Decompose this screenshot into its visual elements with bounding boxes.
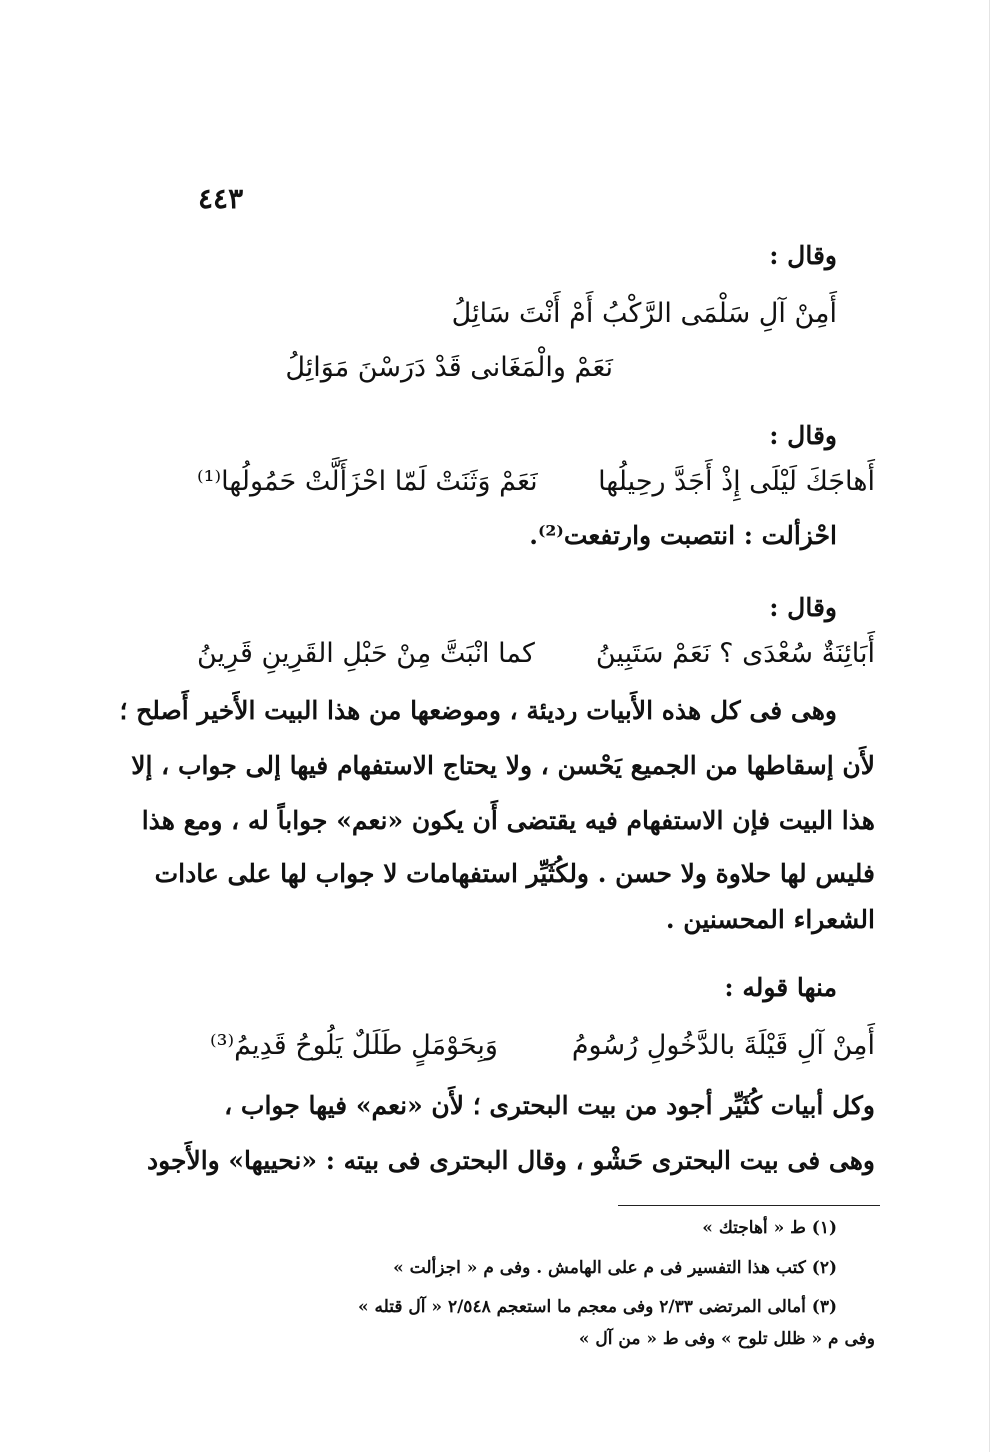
- section2-intro: وقال :: [769, 421, 837, 450]
- section4-prose-line1: وكل أبيات كُثَيِّر أجود من بيت البحترى ؛ لأَن «نعم» فيها جواب ،: [224, 1091, 875, 1120]
- footnote-3: (٣) أمالى المرتضى ٢/٣٣ وفى معجم ما استعجم ٢/٥٤٨ « آل قتله »: [357, 1297, 837, 1317]
- section1-verse-line1: أَمِنْ آلِ سَلْمَى الرَّكْبُ أَمْ أَنْتَ سَائِلُ: [451, 298, 837, 329]
- section3-intro: وقال :: [769, 593, 837, 622]
- section4-prose-line2: وهى فى بيت البحترى حَشْو ، وقال البحترى فى بيته : «نحييها» والأَجود: [146, 1146, 875, 1175]
- footnote-separator: [618, 1205, 880, 1206]
- section4-verse-hemistich1: أَمِنْ آلِ قَيْلَةَ بالدَّخُولِ رُسُومُ: [571, 1030, 875, 1061]
- section3-prose-line4: فليس لها حلاوة ولا حسن . ولكُثَيِّر استفهامات لا جواب لها على عادات: [154, 859, 875, 888]
- page-number: ٤٤٣: [198, 182, 244, 215]
- section3-prose-line5: الشعراء المحسنين .: [665, 905, 875, 934]
- footnote-1: (١) ط « أهاجتك »: [702, 1218, 837, 1238]
- section3-prose-line1: وهى فى كل هذه الأَبيات رديئة ، وموضعها من هذا البيت الأَخير أَصلح ؛: [119, 696, 837, 725]
- section4-intro: منها قوله :: [724, 973, 837, 1002]
- section3-verse-hemistich2: كما انْبَتَّ مِنْ حَبْلِ القَرِينِ قَرِينُ: [197, 638, 535, 669]
- footnote-2: (٢) كتب هذا التفسير فى م على الهامش . وفى م « اجزألت »: [393, 1258, 837, 1278]
- section2-verse-hemistich2: نَعَمْ وَثَنَتْ لَمّا احْزَأَلَّتْ حَمُولُها⁽¹⁾: [197, 466, 538, 497]
- section4-verse-hemistich2: وَبِحَوْمَلٍ طَلَلٌ يَلُوحُ قَدِيمُ⁽³⁾: [210, 1030, 498, 1061]
- section3-prose-line2: لأَن إسقاطها من الجميع يَحْسن ، ولا يحتاج الاستفهام فيها إلى جواب ، إلا: [131, 751, 875, 780]
- footnote-3-continued: وفى م « ظلل تلوح » وفى ط « من آل »: [578, 1329, 875, 1349]
- scan-edge-line: [989, 0, 990, 1452]
- section2-gloss: احْزألت : انتصبت وارتفعت⁽²⁾.: [529, 521, 837, 550]
- section3-prose-line3: هذا البيت فإن الاستفهام فيه يقتضى أَن يكون «نعم» جواباً له ، ومع هذا: [141, 806, 875, 835]
- section3-verse-hemistich1: أَبَائِنَةٌ سُعْدَى ؟ نَعَمْ سَتَبِينُ: [595, 638, 875, 669]
- section1-verse-line2: نَعَمْ والْمَغَانى قَدْ دَرَسْنَ مَوَائِلُ: [285, 352, 613, 383]
- section1-intro: وقال :: [769, 241, 837, 270]
- section2-verse-hemistich1: أَهاجَكَ لَيْلَى إِذْ أَجَدَّ رحِيلُها: [598, 466, 875, 497]
